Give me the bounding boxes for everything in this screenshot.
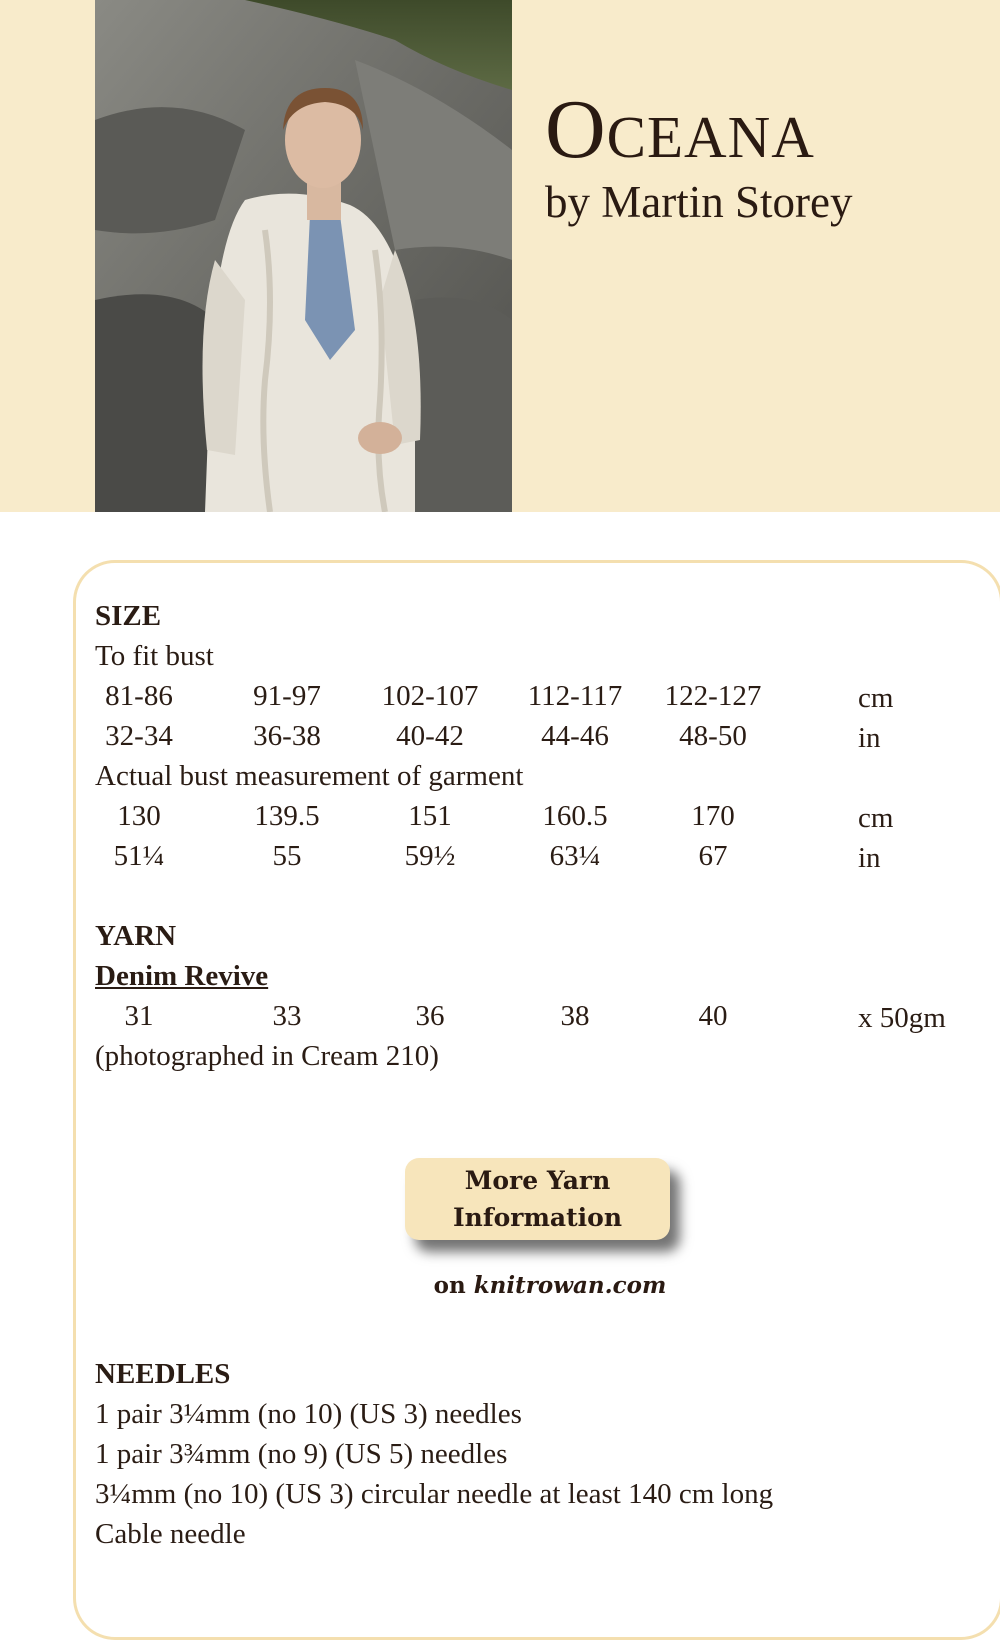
to-fit-cm-value: 122-127 (664, 680, 762, 712)
site-link[interactable]: knitrowan.com (473, 1272, 667, 1299)
yarn-ball-count: 31 (124, 1000, 154, 1032)
to-fit-in-value: 48-50 (679, 720, 747, 752)
yarn-ball-count: 36 (415, 1000, 445, 1032)
actual-cm-value: 130 (117, 800, 161, 832)
to-fit-cm-value: 102-107 (381, 680, 479, 712)
actual-cm-value: 170 (691, 800, 735, 832)
to-fit-cm-value: 81-86 (105, 680, 173, 712)
actual-cm-value: 151 (408, 800, 452, 832)
actual-cm-value: 139.5 (254, 800, 320, 832)
actual-in-value: 55 (272, 840, 302, 872)
to-fit-in-value: 44-46 (541, 720, 609, 752)
actual-in-value: 51¼ (113, 840, 165, 872)
title-block (545, 83, 853, 227)
to-fit-in-unit: in (858, 722, 881, 754)
needle-item: Cable needle (95, 1518, 246, 1550)
yarn-weight-unit: x 50gm (858, 1002, 946, 1034)
pattern-title: Oceana (545, 83, 815, 176)
actual-in-value: 63¼ (549, 840, 601, 872)
more-yarn-information-label: More Yarn Information (452, 1166, 623, 1232)
to-fit-in-value: 32-34 (105, 720, 173, 752)
to-fit-cm-value: 91-97 (253, 680, 321, 712)
needle-item: 1 pair 3¾mm (no 9) (US 5) needles (95, 1438, 508, 1470)
needle-item: 3¼mm (no 10) (US 3) circular needle at least 140 cm long (95, 1478, 774, 1510)
actual-bust-label: Actual bust measurement of garment (95, 760, 524, 792)
pattern-author: by Martin Storey (545, 177, 853, 227)
actual-in-value: 67 (698, 840, 728, 872)
to-fit-in-value: 40-42 (396, 720, 464, 752)
site-reference (380, 1272, 720, 1299)
to-fit-cm-value: 112-117 (527, 680, 623, 712)
size-heading: SIZE (95, 600, 162, 632)
yarn-ball-count: 33 (272, 1000, 302, 1032)
site-on-text: on (433, 1272, 466, 1299)
yarn-name: Denim Revive (95, 960, 269, 992)
actual-cm-unit: cm (858, 802, 894, 834)
needles-heading: NEEDLES (95, 1358, 231, 1390)
actual-in-unit: in (858, 842, 881, 874)
needle-item: 1 pair 3¼mm (no 10) (US 3) needles (95, 1398, 522, 1430)
to-fit-cm-unit: cm (858, 682, 894, 714)
yarn-ball-count: 40 (698, 1000, 728, 1032)
yarn-note: (photographed in Cream 210) (95, 1040, 439, 1072)
cover-photo (95, 0, 512, 512)
to-fit-label: To fit bust (95, 640, 214, 672)
more-yarn-information-button[interactable] (405, 1158, 670, 1240)
yarn-ball-count: 38 (560, 1000, 590, 1032)
actual-in-value: 59½ (404, 840, 456, 872)
actual-cm-value: 160.5 (542, 800, 608, 832)
yarn-heading: YARN (95, 920, 177, 952)
to-fit-in-value: 36-38 (253, 720, 321, 752)
